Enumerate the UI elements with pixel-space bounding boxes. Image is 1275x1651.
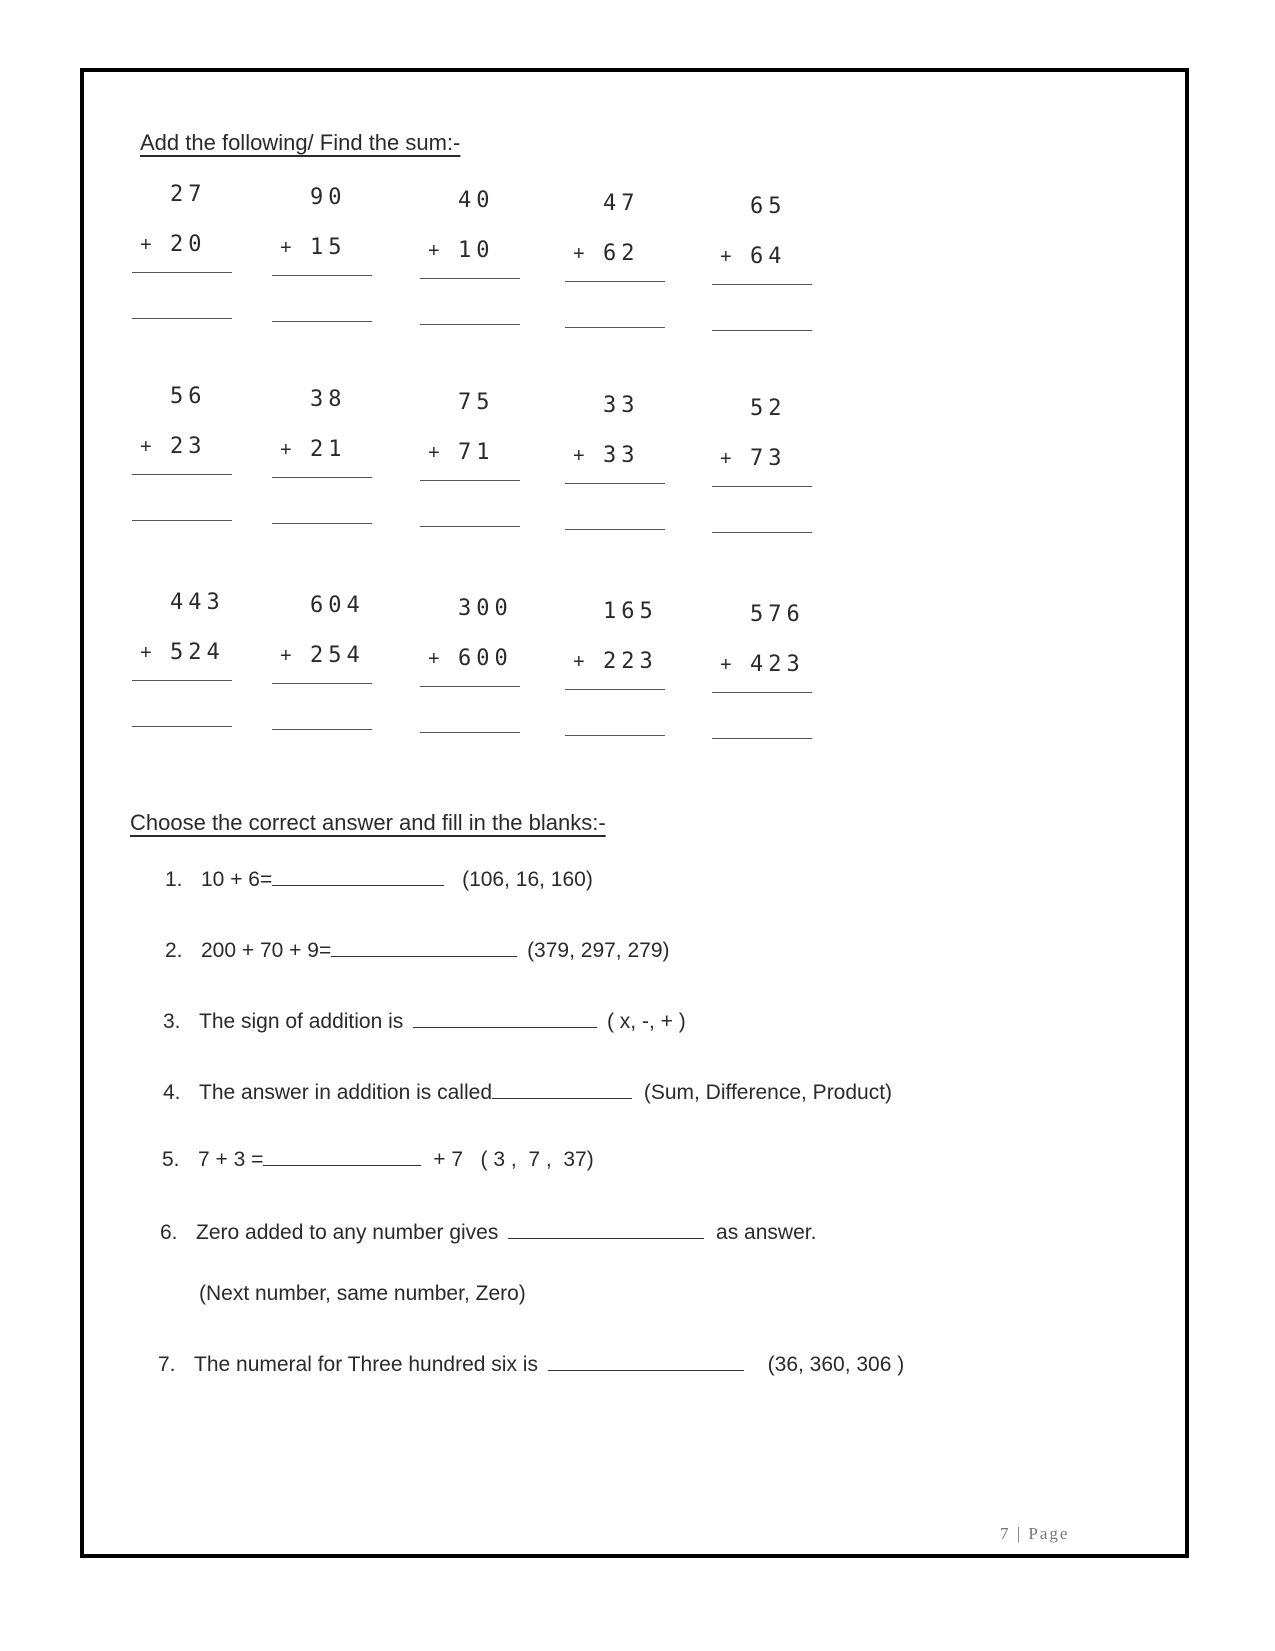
question-1 <box>165 865 593 892</box>
answer-blank[interactable] <box>508 1218 704 1239</box>
plus-sign: + <box>720 448 732 470</box>
answer-options: (Sum, Difference, Product) <box>643 1081 893 1104</box>
plus-sign: + <box>140 436 152 458</box>
sum-rule-line <box>565 483 665 484</box>
question-6 <box>160 1218 816 1245</box>
addend-bottom: 10 <box>458 238 495 263</box>
addition-problem <box>272 185 372 325</box>
question-text-end: as answer. <box>716 1221 817 1244</box>
answer-blank[interactable] <box>492 1078 632 1099</box>
addend-bottom: 64 <box>750 244 787 269</box>
answer-blank[interactable] <box>712 738 812 739</box>
answer-blank[interactable] <box>272 523 372 524</box>
sum-rule-line <box>565 689 665 690</box>
page-label: | Page <box>1016 1524 1070 1543</box>
sum-rule-line <box>272 477 372 478</box>
answer-blank[interactable] <box>565 327 665 328</box>
addend-top: 56 <box>170 384 207 409</box>
addition-problem <box>712 602 812 742</box>
question-text: Zero added to any number gives <box>196 1221 499 1244</box>
plus-sign: + <box>140 234 152 256</box>
plus-sign: + <box>428 648 440 670</box>
sum-rule-line <box>712 692 812 693</box>
sum-rule-line <box>712 486 812 487</box>
plus-sign: + <box>280 645 292 667</box>
addend-top: 604 <box>310 593 365 618</box>
question-number: 1. <box>165 868 183 891</box>
plus-sign: + <box>573 445 585 467</box>
sum-rule-line <box>712 284 812 285</box>
addition-problem <box>420 596 520 736</box>
answer-blank[interactable] <box>420 732 520 733</box>
addend-top: 52 <box>750 396 787 421</box>
addend-top: 75 <box>458 390 495 415</box>
addition-problem <box>420 188 520 328</box>
sum-rule-line <box>420 686 520 687</box>
addition-problem <box>132 590 232 730</box>
answer-options: (Next number, same number, Zero) <box>199 1282 526 1305</box>
sum-rule-line <box>420 278 520 279</box>
answer-blank[interactable] <box>420 324 520 325</box>
addition-problem <box>272 387 372 527</box>
addend-top: 576 <box>750 602 805 627</box>
answer-blank[interactable] <box>712 330 812 331</box>
answer-blank[interactable] <box>565 735 665 736</box>
page-number: 7 <box>1000 1524 1011 1543</box>
answer-blank[interactable] <box>413 1007 597 1028</box>
question-5 <box>162 1145 594 1172</box>
answer-options: + 7 ( 3 , 7 , 37) <box>433 1148 594 1171</box>
plus-sign: + <box>428 442 440 464</box>
answer-options: ( x, -, + ) <box>606 1010 686 1033</box>
sum-rule-line <box>132 272 232 273</box>
answer-blank[interactable] <box>132 520 232 521</box>
addend-bottom: 33 <box>603 443 640 468</box>
addition-problem <box>565 393 665 533</box>
plus-sign: + <box>140 642 152 664</box>
addend-top: 300 <box>458 596 513 621</box>
answer-blank[interactable] <box>272 729 372 730</box>
addend-top: 443 <box>170 590 225 615</box>
question-number: 5. <box>162 1148 180 1171</box>
sum-rule-line <box>565 281 665 282</box>
addition-problem <box>712 396 812 536</box>
question-text: 10 + 6= <box>201 868 273 891</box>
answer-blank[interactable] <box>548 1350 744 1371</box>
plus-sign: + <box>573 243 585 265</box>
question-text: The answer in addition is called <box>199 1081 492 1104</box>
addend-bottom: 600 <box>458 646 513 671</box>
sum-rule-line <box>132 474 232 475</box>
sum-rule-line <box>132 680 232 681</box>
addend-bottom: 73 <box>750 446 787 471</box>
addend-top: 33 <box>603 393 640 418</box>
plus-sign: + <box>720 246 732 268</box>
addend-bottom: 62 <box>603 241 640 266</box>
addend-bottom: 423 <box>750 652 805 677</box>
answer-blank[interactable] <box>272 321 372 322</box>
answer-blank[interactable] <box>132 726 232 727</box>
question-2 <box>165 936 670 963</box>
addend-bottom: 254 <box>310 643 365 668</box>
addition-problem <box>565 191 665 331</box>
question-text: The numeral for Three hundred six is <box>194 1353 538 1376</box>
answer-options: (36, 360, 306 ) <box>767 1353 905 1376</box>
answer-options: (379, 297, 279) <box>527 939 670 962</box>
answer-blank[interactable] <box>263 1145 421 1166</box>
question-number: 7. <box>158 1353 176 1376</box>
addition-problem <box>272 593 372 733</box>
sum-rule-line <box>272 683 372 684</box>
question-number: 6. <box>160 1221 178 1244</box>
addend-bottom: 21 <box>310 437 347 462</box>
addition-problem <box>420 390 520 530</box>
addend-top: 47 <box>603 191 640 216</box>
addition-problem <box>712 194 812 334</box>
question-number: 4. <box>163 1081 181 1104</box>
plus-sign: + <box>720 654 732 676</box>
answer-options: (106, 16, 160) <box>462 868 593 891</box>
addition-heading: Add the following/ Find the sum:- <box>140 130 461 155</box>
addend-top: 38 <box>310 387 347 412</box>
answer-blank[interactable] <box>420 526 520 527</box>
answer-blank[interactable] <box>272 865 444 886</box>
addend-top: 165 <box>603 599 658 624</box>
addition-problem <box>565 599 665 739</box>
sum-rule-line <box>420 480 520 481</box>
plus-sign: + <box>428 240 440 262</box>
plus-sign: + <box>573 651 585 673</box>
question-number: 3. <box>163 1010 181 1033</box>
addend-top: 27 <box>170 182 207 207</box>
question-text: 200 + 70 + 9= <box>201 939 332 962</box>
question-number: 2. <box>165 939 183 962</box>
addend-top: 65 <box>750 194 787 219</box>
addend-bottom: 223 <box>603 649 658 674</box>
addend-bottom: 71 <box>458 440 495 465</box>
fill-blanks-heading: Choose the correct answer and fill in the blanks:- <box>130 810 606 835</box>
answer-blank[interactable] <box>565 529 665 530</box>
plus-sign: + <box>280 237 292 259</box>
question-3 <box>163 1007 686 1034</box>
addend-bottom: 524 <box>170 640 225 665</box>
addition-problem <box>132 182 232 322</box>
question-7 <box>158 1350 904 1377</box>
answer-blank[interactable] <box>132 318 232 319</box>
sum-rule-line <box>272 275 372 276</box>
addend-bottom: 15 <box>310 235 347 260</box>
page-footer <box>1000 1524 1069 1544</box>
plus-sign: + <box>280 439 292 461</box>
question-text: 7 + 3 = <box>198 1148 264 1171</box>
question-4 <box>163 1078 892 1105</box>
addition-problem <box>132 384 232 524</box>
addend-bottom: 23 <box>170 434 207 459</box>
answer-blank[interactable] <box>712 532 812 533</box>
addend-bottom: 20 <box>170 232 207 257</box>
question-text: The sign of addition is <box>199 1010 404 1033</box>
addend-top: 90 <box>310 185 347 210</box>
answer-blank[interactable] <box>331 936 517 957</box>
addend-top: 40 <box>458 188 495 213</box>
question-6-options <box>199 1282 526 1306</box>
